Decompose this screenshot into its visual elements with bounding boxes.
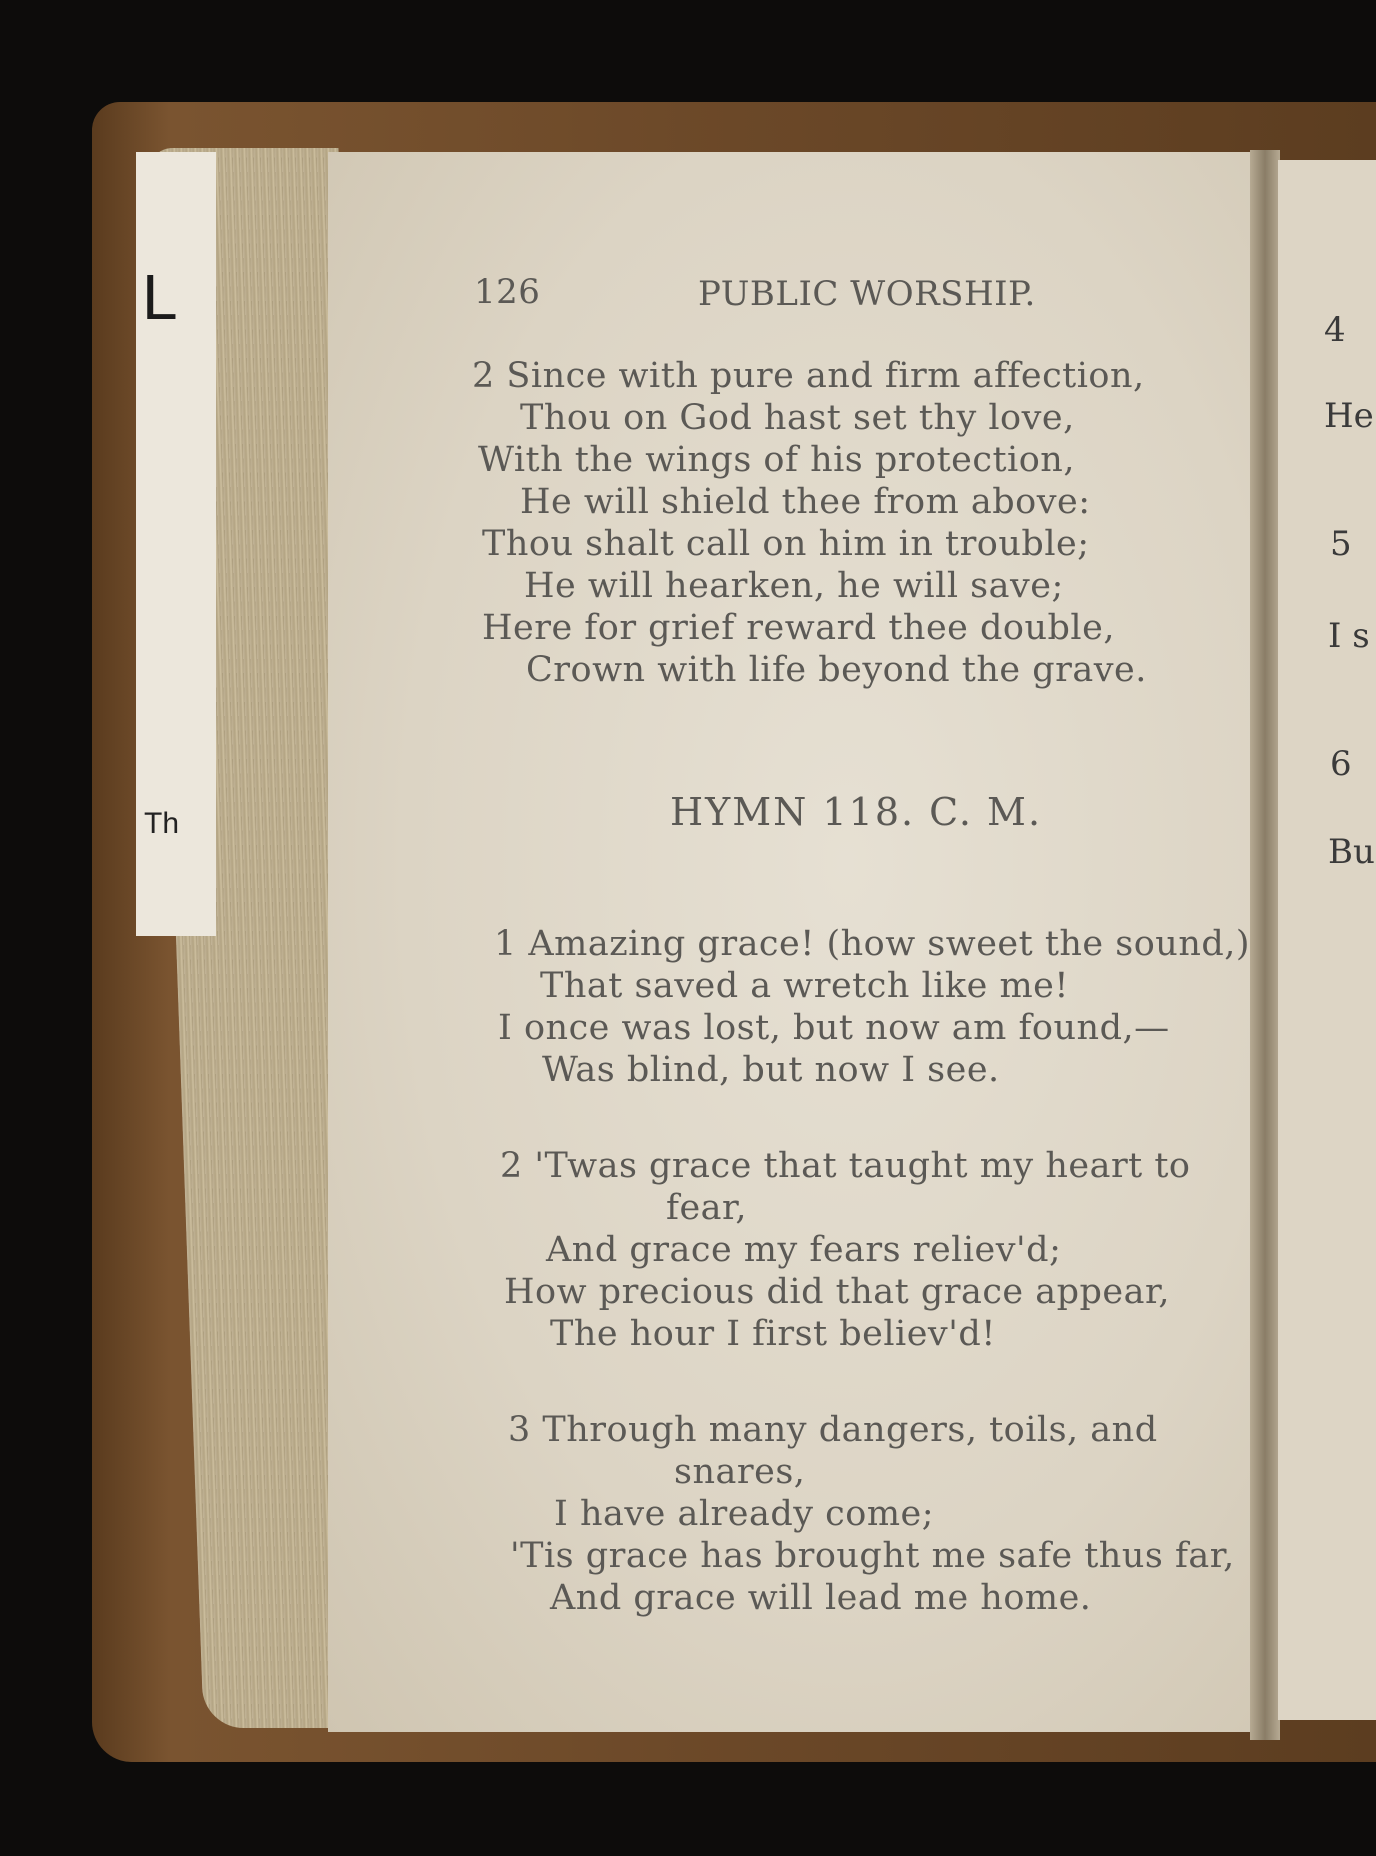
verse-line: I have already come; [554, 1494, 935, 1534]
verse-line: With the wings of his protection, [478, 440, 1075, 480]
verse-line: The hour I first believ'd! [550, 1314, 996, 1354]
facing-fragment: 6 [1330, 744, 1352, 784]
running-title: PUBLIC WORSHIP. [698, 274, 1036, 314]
verse-line: 3 Through many dangers, toils, and [508, 1410, 1158, 1450]
page-gutter [1250, 150, 1280, 1740]
verse-line: 2 Since with pure and firm affection, [472, 356, 1145, 396]
facing-fragment: Bu [1328, 832, 1375, 872]
facing-fragment: He [1324, 396, 1374, 436]
facing-fragment: 4 [1324, 310, 1346, 350]
facing-fragment: I s [1328, 616, 1370, 656]
slip-letter: L [142, 261, 178, 333]
verse-line: That saved a wretch like me! [540, 966, 1069, 1006]
verse-line: He will shield thee from above: [520, 482, 1091, 522]
verse-line: Here for grief reward thee double, [482, 608, 1115, 648]
verse-line: Thou shalt call on him in trouble; [482, 524, 1090, 564]
verse-line: And grace my fears reliev'd; [546, 1230, 1062, 1270]
verse-line: 2 'Twas grace that taught my heart to [500, 1146, 1191, 1186]
verse-line: fear, [666, 1188, 748, 1228]
verse-line: He will hearken, he will save; [524, 566, 1064, 606]
page-number: 126 [474, 272, 541, 312]
verse-line: 1 Amazing grace! (how sweet the sound,) [494, 924, 1251, 964]
verse-line: snares, [674, 1452, 806, 1492]
verse-line: How precious did that grace appear, [504, 1272, 1171, 1312]
verse-line: Was blind, but now I see. [542, 1050, 1000, 1090]
bookmark-slip [136, 152, 216, 936]
slip-text: Th [144, 807, 180, 840]
facing-page [1278, 160, 1376, 1720]
verse-line: And grace will lead me home. [550, 1578, 1092, 1618]
verse-line: I once was lost, but now am found,— [498, 1008, 1170, 1048]
verse-line: Crown with life beyond the grave. [526, 650, 1147, 690]
verse-line: Thou on God hast set thy love, [520, 398, 1075, 438]
verse-line: 'Tis grace has brought me safe thus far, [510, 1536, 1235, 1576]
facing-fragment: 5 [1330, 524, 1352, 564]
hymn-title: HYMN 118. C. M. [670, 790, 1043, 834]
